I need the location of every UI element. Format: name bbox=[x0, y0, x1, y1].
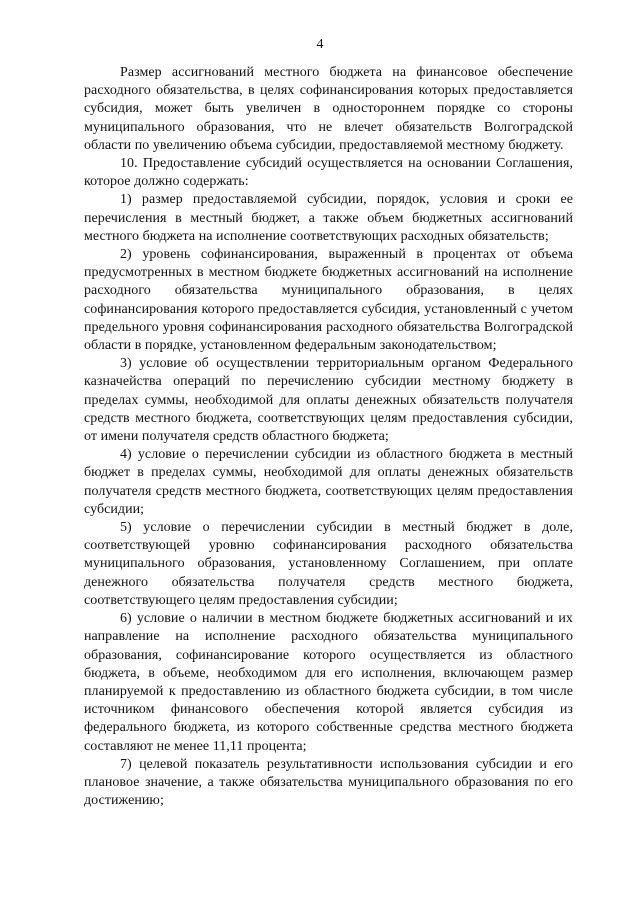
paragraph-budget-increase: Размер ассигнований местного бюджета на финансовое обеспечение расходного обязательства, в целях софинансирования которых предоставляется субсидия, может быть увеличен в одностороннем порядке со стороны муниципального образования, что не влечет обязательств Волгоградской области по увеличению объема субсидии, предоставляемой местному бюджету. bbox=[84, 65, 573, 153]
paragraph-subitem-6: 6) условие о наличии в местном бюджете бюджетных ассигнований и их направление на исполнение расходного обязательства муниципального образования, софинансирование которого осуществляется из областного бюджета, в объеме, необходимом для его исполнения, включающем размер планируемой к предоставлению из областного бюджета субсидии, в том числе источником финансового обеспечения которой является субсидия из федерального бюджета, из которого собственные средства местного бюджета составляют не менее 11,11 процента; bbox=[84, 611, 573, 754]
paragraph-subitem-7: 7) целевой показатель результативности использования субсидии и его плановое значение, а также обязательства муниципального образования по его достижению; bbox=[84, 756, 573, 809]
paragraph-subitem-2: 2) уровень софинансирования, выраженный в процентах от объема предусмотренных в местном бюджете бюджетных ассигнований на исполнение расходного обязательства муниципального образования, в целях софинансирования которого предоставляется субсидия, установленный с учетом предельного уровня софинансирования расходного обязательства Волгоградской области в порядке, установленном федеральным законодательством; bbox=[84, 247, 573, 354]
paragraph-subitem-5: 5) условие о перечислении субсидии в местный бюджет в доле, соответствующей уровню софинансирования расходного обязательства муниципального образования, установленному Соглашением, при оплате денежного обязательства получателя средств местного бюджета, соответствующего целям предоставления субсидии; bbox=[84, 520, 573, 608]
paragraph-subitem-4: 4) условие о перечислении субсидии из областного бюджета в местный бюджет в пределах суммы, необходимой для оплаты денежных обязательств получателя средств местного бюджета, соответствующих целям предоставления субсидии; bbox=[84, 447, 573, 517]
document-body bbox=[84, 64, 573, 810]
paragraph-subitem-3: 3) условие об осуществлении территориальным органом Федерального казначейства операций по перечислению субсидии местному бюджету в пределах суммы, необходимой для оплаты денежных обязательств получателя средств местного бюджета, соответствующих целям предоставления субсидии, от имени получателя средств областного бюджета; bbox=[84, 356, 573, 445]
page-number: 4 bbox=[316, 37, 324, 52]
paragraph-item-10: 10. Предоставление субсидий осуществляется на основании Соглашения, которое должно содержать: bbox=[84, 156, 573, 190]
paragraph-subitem-1: 1) размер предоставляемой субсидии, порядок, условия и сроки ее перечисления в местный бюджет, а также объем бюджетных ассигнований местного бюджета на исполнение соответствующих расходных обязательств; bbox=[84, 192, 573, 244]
